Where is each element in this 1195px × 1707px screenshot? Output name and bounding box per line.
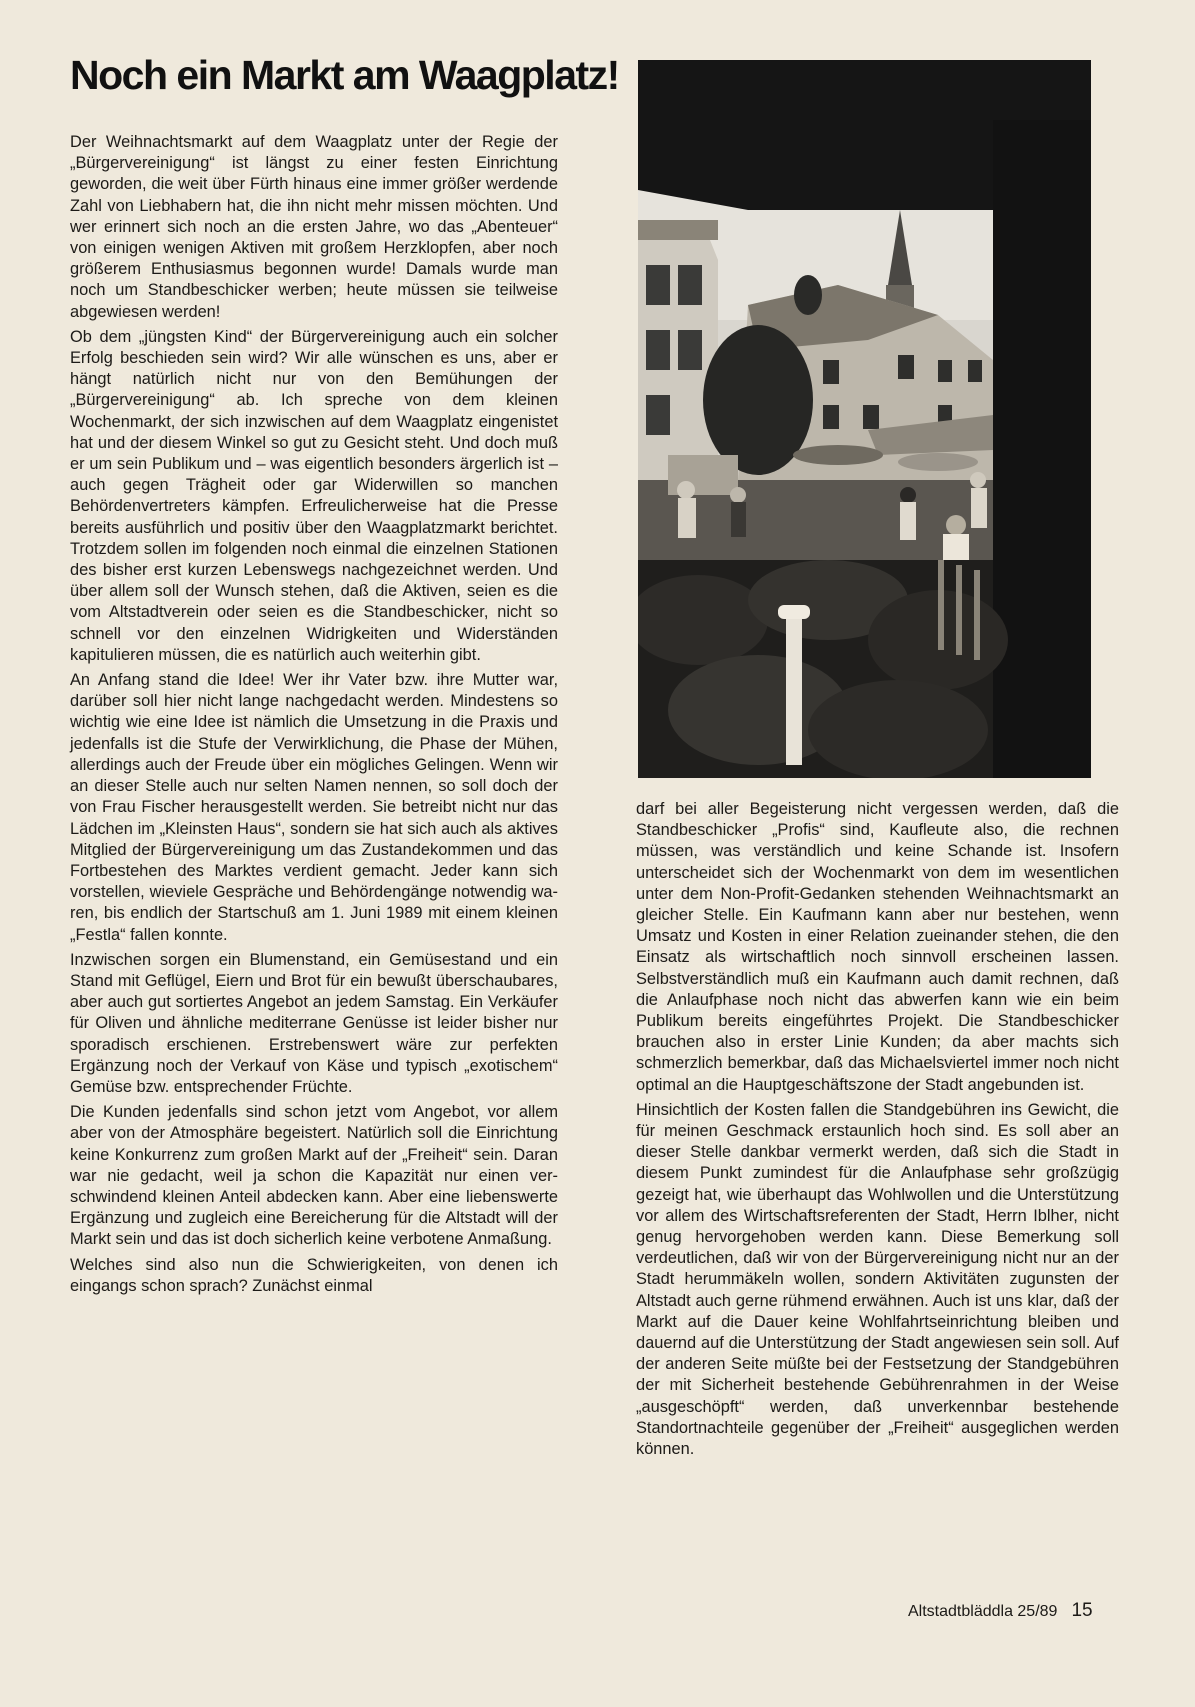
market-photo-illustration <box>638 60 1091 778</box>
paragraph: Hinsichtlich der Kosten fallen die Standgebühren ins Gewicht, die für meinen Geschmack erstaunlich hoch sind. Es soll aber an dieser Stelle dankbar vermerkt werden, daß sich die Stadt in diesem Punkt zumindest für die Anlaufphase sehr großzügig gezeigt hat, wie überhaupt das Wohlwollen und die Unterstützung vor allem des Wirtschaftsreferenten der Stadt, Herrn Iblher, nicht genug hervorgehoben werden kann. Diese Bemerkung soll verdeutlichen, daß wir von der Bürgervereinigung nicht nur an der Stadt herummäkeln wollen, sondern Aktivitäten zugunsten der Altstadt auch gerne rühmend erwähnen. Auch ist uns klar, daß der Markt auf die Dauer keine Wohlfahrtseinrichtung bleiben und dauernd auf die Unterstützung der Stadt angewiesen sein soll. Auf der anderen Seite müßte bei der Festsetzung der Standgebühren der mit Sicherheit bestehende Gebührenrahmen in der Weise „ausgeschöpft“ werden, daß unverkennbar bestehende Standortnachteile gegenüber der „Freiheit“ ausgeglichen werden können. <box>636 1100 1119 1459</box>
article-title: Noch ein Markt am Waagplatz! <box>70 52 619 98</box>
paragraph: Welches sind also nun die Schwierigkeiten, von denen ich eingangs schon sprach? Zunächst einmal <box>70 1255 558 1295</box>
page-number: 15 <box>1071 1600 1093 1621</box>
market-photo <box>638 60 1091 778</box>
left-text-column <box>70 132 558 1301</box>
publication-label: Altstadtbläddla 25/89 <box>908 1603 1058 1620</box>
paragraph: An Anfang stand die Idee! Wer ihr Vater bzw. ihre Mutter war, darüber soll hier nicht lange nachgedacht werden. Mindestens so wichtig wie eine Idee ist nämlich die Umsetzung in die Praxis und jedenfalls ist die Stufe der Verwirklichung, die Phase der Mühen, allerdings auch der Freude über ein mögliches Gelingen. Wenn wir an dieser Stelle auch nur selten Namen nennen, so soll doch der von Frau Fischer herausgestellt werden. Sie betreibt nicht nur das Lädchen im „Kleinsten Haus“, sondern sie hat sich auch als aktives Mitglied der Bürgervereinigung um das Zustandekommen und das Fortbestehen des Marktes verdient gemacht. Jeder kann sich vorstellen, wieviele Gespräche und Behördengänge notwendig waren, bis endlich der Startschuß am 1. Juni 1989 mit einem kleinen „Festla“ fallen konnte. <box>70 671 558 944</box>
paragraph: Der Weihnachtsmarkt auf dem Waagplatz unter der Regie der „Bürgervereinigung“ ist längst zu einer festen Einrichtung geworden, die weit über Fürth hinaus eine immer größer werdende Zahl von Liebhabern hat, die ihn nicht mehr missen möchten. Und wer erinnert sich noch an die ersten Jahre, wo das „Abenteuer“ von einigen wenigen Aktiven mit großem Herzklopfen, aber noch größerem Enthusiasmus begonnen wurde! Damals wurde man noch um Standbeschicker werben; heute müssen sie teilweise abgewiesen werden! <box>70 133 558 321</box>
paragraph: darf bei aller Begeisterung nicht vergessen werden, daß die Standbeschicker „Profis“ sind, Kaufleute also, die rechnen müssen, was verständlich und keine Schande ist. Insofern unterscheidet sich der Wochenmarkt von dem im wesentlichen unter dem Non-Profit-Gedanken stehenden Weihnachtsmarkt an gleicher Stelle. Ein Kaufmann kann aber nur bestehen, wenn Umsatz und Kosten in einer Relation zueinander stehen, die den Einsatz als wirtschaftlich noch sinnvoll erscheinen lassen. Selbstverständlich muß ein Kaufmann auch damit rechnen, daß die Anlaufphase noch nicht das abwerfen kann wie ein beim Publikum bereits eingeführtes Projekt. Die Standbeschicker brauchen also in erster Linie Kunden; da aber machts sich schmerzlich bemerkbar, daß das Michaelsviertel immer noch nicht optimal an die Hauptgeschäftszone der Stadt angebunden ist. <box>636 800 1119 1094</box>
paragraph: Inzwischen sorgen ein Blumenstand, ein Gemüsestand und ein Stand mit Geflügel, Eiern und Brot für ein bewußt überschaubares, aber auch gut sortiertes Angebot an jedem Samstag. Ein Verkäufer für Oliven und ähnliche mediterrane Genüsse ist leider bisher nur sporadisch erschienen. Erstrebenswert wäre zur perfekten Ergänzung noch der Verkauf von Käse und typisch „exotischem“ Gemüse bzw. entsprechender Früchte. <box>70 950 558 1096</box>
right-text-column <box>636 799 1119 1464</box>
page-footer <box>908 1600 1093 1622</box>
paragraph: Ob dem „jüngsten Kind“ der Bürgervereinigung auch ein solcher Erfolg beschieden sein wird? Wir alle wünschen es uns, aber er hängt natürlich nicht nur von den Bemühungen der „Bürgervereinigung“ ab. Ich spreche von dem kleinen Wochenmarkt, der sich inzwischen auf dem Waagplatz eingenistet hat und der diesem Winkel so gut zu Gesicht steht. Und doch muß er um sein Publikum und – was eigentlich besonders ärgerlich ist – auch gegen Trägheit oder gar Widerwillen so manchen Behördenvertreters kämpfen. Erfreulicherweise hat die Presse bereits ausführlich und positiv über den Waagplatzmarkt berichtet. Trotzdem sollen im folgenden noch einmal die einzelnen Stationen des bisher erst kurzen Lebenswegs nachgezeichnet werden. Und über allem soll der Wunsch stehen, daß die Aktiven, seien es die vom Altstadtverein oder seien es die Standbeschicker, nicht so schnell vor den einzelnen Widrigkeiten und Widerständen kapitulieren müssen, die es natürlich auch weiterhin gibt. <box>70 327 558 664</box>
paragraph: Die Kunden jedenfalls sind schon jetzt vom Angebot, vor allem aber von der Atmosphäre begeistert. Natürlich soll die Einrichtung keine Konkurrenz zum großen Markt auf der „Freiheit“ sein. Daran war nie gedacht, weil ja schon die Kapazität nur einen verschwindend kleinen Anteil abdecken kann. Aber eine liebenswerte Ergänzung und zugleich eine Bereicherung für die Altstadt will der Markt sein und das ist doch sicherlich keine verbotene Anmaßung. <box>70 1103 558 1249</box>
